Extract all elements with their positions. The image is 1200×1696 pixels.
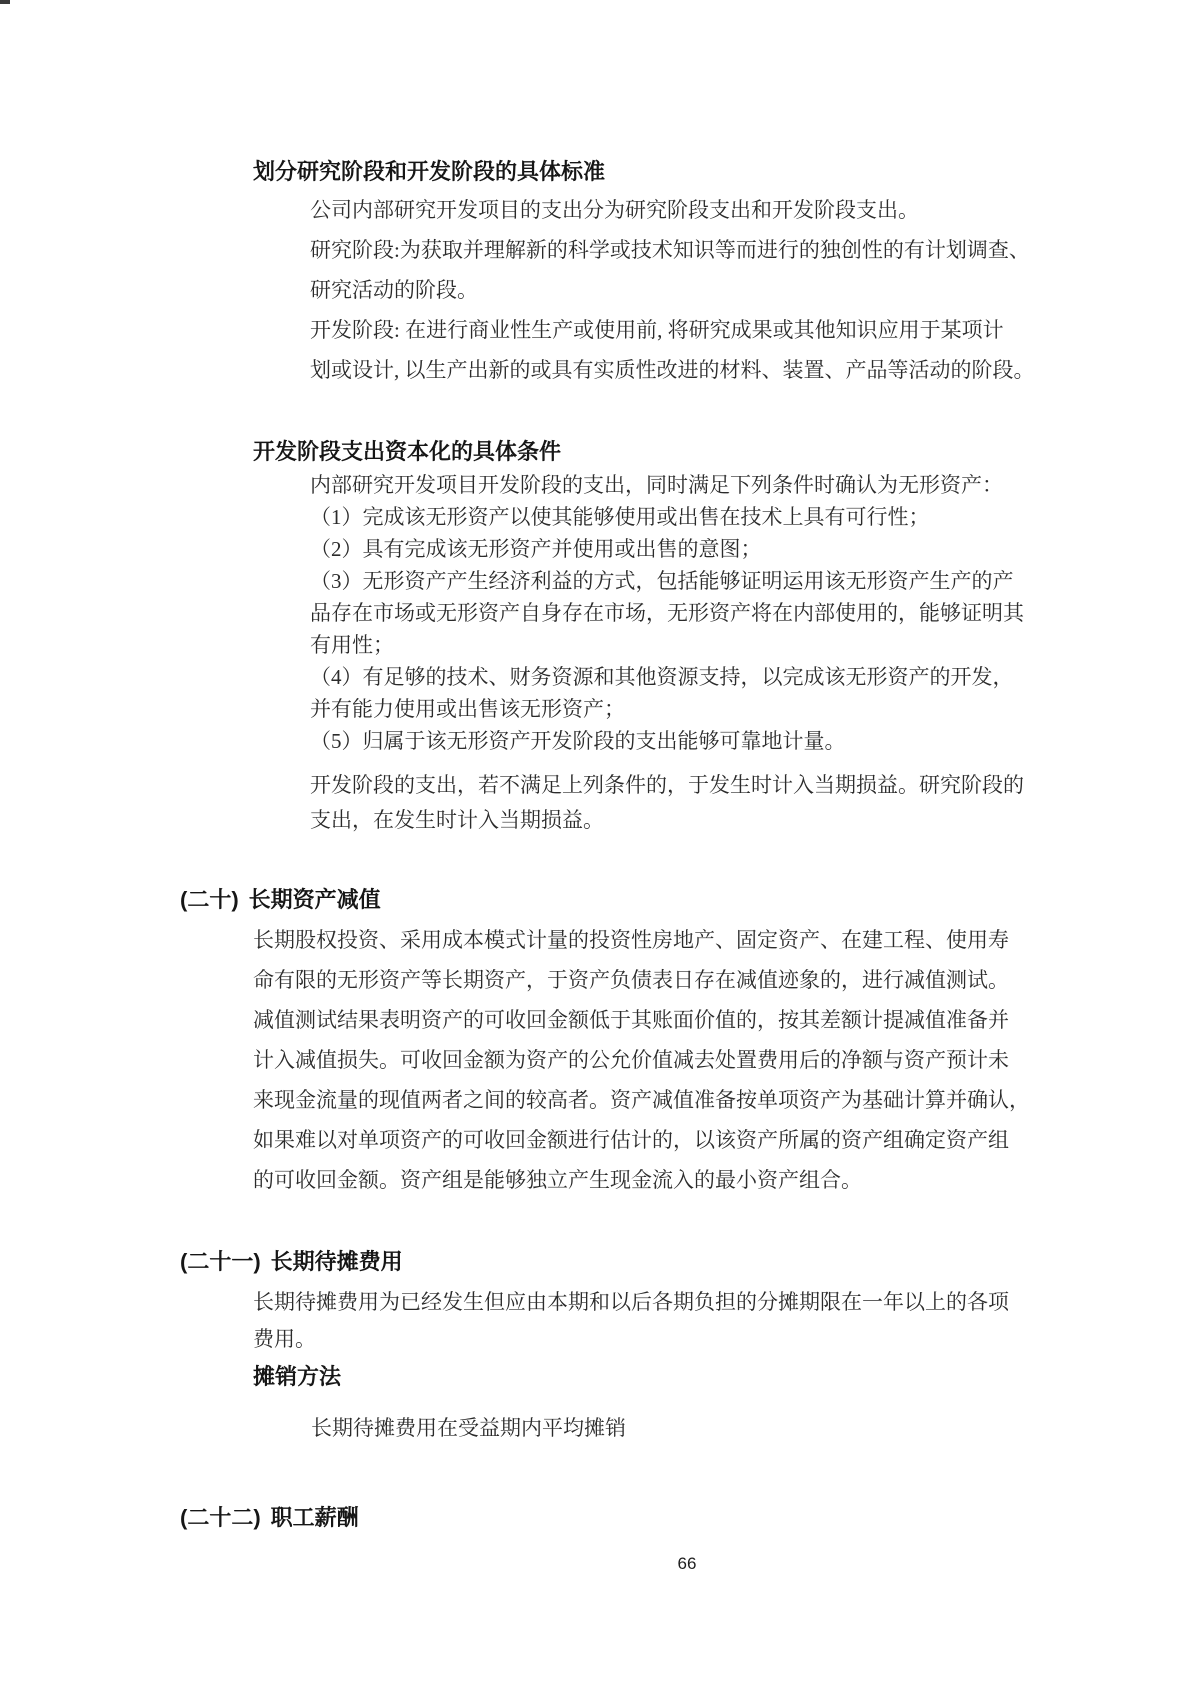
page-number: 66 <box>677 1554 697 1573</box>
text-line: 长期股权投资、采用成本模式计量的投资性房地产、固定资产、在建工程、使用寿 <box>253 928 1009 952</box>
subsection-heading-amortization-method: 摊销方法 <box>253 1364 342 1389</box>
text-line: 费用。 <box>253 1327 316 1351</box>
text-line: 命有限的无形资产等长期资产，于资产负债表日存在减值迹象的，进行减值测试。 <box>253 968 1009 992</box>
text-line: （3）无形资产产生经济利益的方式，包括能够证明运用该无形资产生产的产 <box>310 569 1014 593</box>
text-line: 研究活动的阶段。 <box>310 278 478 302</box>
section-title: 职工薪酬 <box>270 1505 359 1530</box>
text-line: （4）有足够的技术、财务资源和其他资源支持，以完成该无形资产的开发， <box>310 665 1014 689</box>
text-line: 有用性； <box>310 633 394 657</box>
text-line: 的可收回金额。资产组是能够独立产生现金流入的最小资产组合。 <box>253 1168 862 1192</box>
amortization-method-line: 长期待摊费用在受益期内平均摊销 <box>311 1416 626 1440</box>
section-heading-22 <box>180 1503 359 1533</box>
section-number: (二十一) <box>180 1249 261 1274</box>
scan-artifact <box>0 0 10 4</box>
text-line: 支出，在发生时计入当期损益。 <box>310 808 604 832</box>
text-line: 公司内部研究开发项目的支出分为研究阶段支出和开发阶段支出。 <box>310 198 919 222</box>
text-line: 品存在市场或无形资产自身存在市场，无形资产将在内部使用的，能够证明其 <box>310 601 1024 625</box>
section-heading-21 <box>180 1247 403 1277</box>
subsection-heading-research-dev-criteria: 划分研究阶段和开发阶段的具体标准 <box>253 159 606 184</box>
text-line: （2）具有完成该无形资产并使用或出售的意图； <box>310 537 762 561</box>
text-line: 来现金流量的现值两者之间的较高者。资产减值准备按单项资产为基础计算并确认， <box>253 1088 1030 1112</box>
section-number: (二十) <box>180 887 239 912</box>
paragraph-capitalization-closing <box>310 768 1024 838</box>
text-line: 研究阶段:为获取并理解新的科学或技术知识等而进行的独创性的有计划调查、 <box>310 238 1030 262</box>
paragraph-long-term-asset-impairment <box>253 920 1030 1200</box>
text-line: 划或设计, 以生产出新的或具有实质性改进的材料、装置、产品等活动的阶段。 <box>310 358 1035 382</box>
text-line: 如果难以对单项资产的可收回金额进行估计的，以该资产所属的资产组确定资产组 <box>253 1128 1009 1152</box>
text-line: 开发阶段: 在进行商业性生产或使用前, 将研究成果或其他知识应用于某项计 <box>310 318 1004 342</box>
section-number: (二十二) <box>180 1505 261 1530</box>
text-line: 减值测试结果表明资产的可收回金额低于其账面价值的，按其差额计提减值准备并 <box>253 1008 1009 1032</box>
section-heading-20 <box>180 885 381 915</box>
subsection-heading-capitalization-conditions: 开发阶段支出资本化的具体条件 <box>253 439 562 464</box>
paragraph-capitalization-conditions <box>310 469 1024 757</box>
section-title: 长期待摊费用 <box>270 1249 403 1274</box>
text-line: 计入减值损失。可收回金额为资产的公允价值减去处置费用后的净额与资产预计未 <box>253 1048 1009 1072</box>
text-line: （1）完成该无形资产以使其能够使用或出售在技术上具有可行性； <box>310 505 930 529</box>
text-line: （5）归属于该无形资产开发阶段的支出能够可靠地计量。 <box>310 729 846 753</box>
text-line: 并有能力使用或出售该无形资产； <box>310 697 625 721</box>
text-line: 内部研究开发项目开发阶段的支出，同时满足下列条件时确认为无形资产： <box>310 473 1003 497</box>
text-line: 长期待摊费用为已经发生但应由本期和以后各期负担的分摊期限在一年以上的各项 <box>253 1290 1009 1314</box>
paragraph-long-term-deferred-expenses <box>253 1284 1009 1358</box>
paragraph-research-dev-criteria <box>310 190 1035 390</box>
section-title: 长期资产减值 <box>248 887 381 912</box>
text-line: 开发阶段的支出，若不满足上列条件的，于发生时计入当期损益。研究阶段的 <box>310 773 1024 797</box>
